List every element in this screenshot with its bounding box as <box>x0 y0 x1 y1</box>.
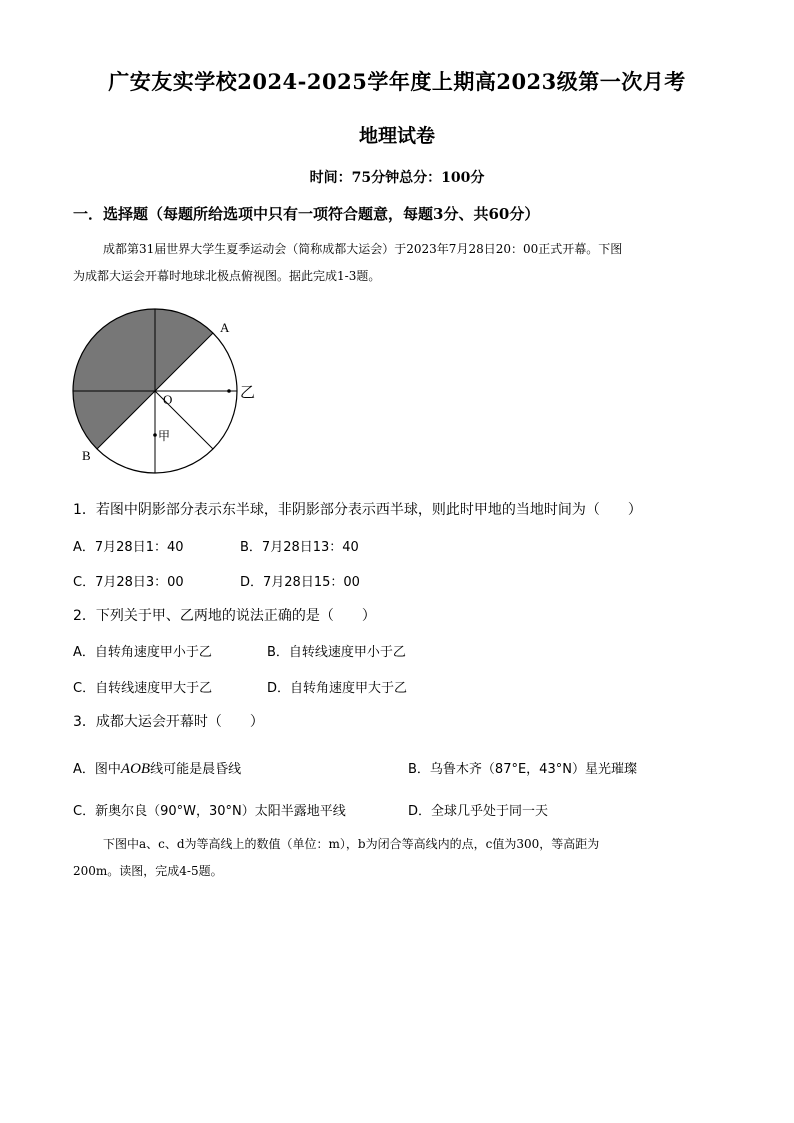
material-2-line-2: 200m。读图，完成4-5题。 <box>73 864 223 878</box>
aob-symbol: AOB <box>120 761 151 777</box>
question-2-option-d: D．自转角速度甲大于乙 <box>267 681 408 696</box>
exam-subject: 地理试卷 <box>358 125 435 147</box>
question-2-option-b: B．自转线速度甲小于乙 <box>267 645 406 660</box>
label-o: O <box>163 392 173 407</box>
question-3-option-d: D．全球几乎处于同一天 <box>408 804 549 819</box>
question-2-stem: 2．下列关于甲、乙两地的说法正确的是（ ） <box>73 608 376 624</box>
question-3-option-b: B．乌鲁木齐（87°E，43°N）星光璀璨 <box>408 762 637 777</box>
question-3-option-a: A．图中AOB线可能是晨昏线 <box>73 761 242 777</box>
question-3-option-c: C．新奥尔良（90°W，30°N）太阳半露地平线 <box>73 804 346 819</box>
label-jia: 甲 <box>158 429 171 443</box>
material-1-line-1: 成都第31届世界大学生夏季运动会（简称成都大运会）于2023年7月28日20：00正式开幕。下图 <box>103 242 623 256</box>
question-1-option-a: A．7月28日1：40 <box>73 540 184 555</box>
label-a: A <box>220 320 230 335</box>
question-1-stem: 1．若图中阴影部分表示东半球，非阴影部分表示西半球，则此时甲地的当地时间为（ ） <box>73 502 642 518</box>
question-3-stem: 3．成都大运会开幕时（ ） <box>73 714 264 730</box>
point-jia <box>153 433 157 437</box>
question-1-option-b: B．7月28日13：40 <box>240 540 359 555</box>
exam-time-score: 时间：75分钟总分：100分 <box>309 170 485 186</box>
point-yi <box>227 389 231 393</box>
exam-title: 广安友实学校2024-2025学年度上期高2023级第一次月考 <box>108 69 686 94</box>
material-2 <box>73 831 723 885</box>
north-pole-view-figure <box>62 302 272 477</box>
section-heading: 一．选择题（每题所给选项中只有一项符合题意，每题3分、共60分） <box>73 205 540 223</box>
material-1-line-2: 为成都大运会开幕时地球北极点俯视图。据此完成1-3题。 <box>73 269 381 283</box>
question-1-option-c: C．7月28日3：00 <box>73 575 184 590</box>
question-1-option-d: D．7月28日15：00 <box>240 575 360 590</box>
question-2-option-a: A．自转角速度甲小于乙 <box>73 645 212 660</box>
label-yi: 乙 <box>240 385 256 401</box>
material-1 <box>73 236 723 290</box>
material-2-line-1: 下图中a、c、d为等高线上的数值（单位：m），b为闭合等高线内的点，c值为300，等高距为 <box>103 837 600 851</box>
label-b: B <box>82 448 91 463</box>
question-2-option-c: C．自转线速度甲大于乙 <box>73 681 213 696</box>
